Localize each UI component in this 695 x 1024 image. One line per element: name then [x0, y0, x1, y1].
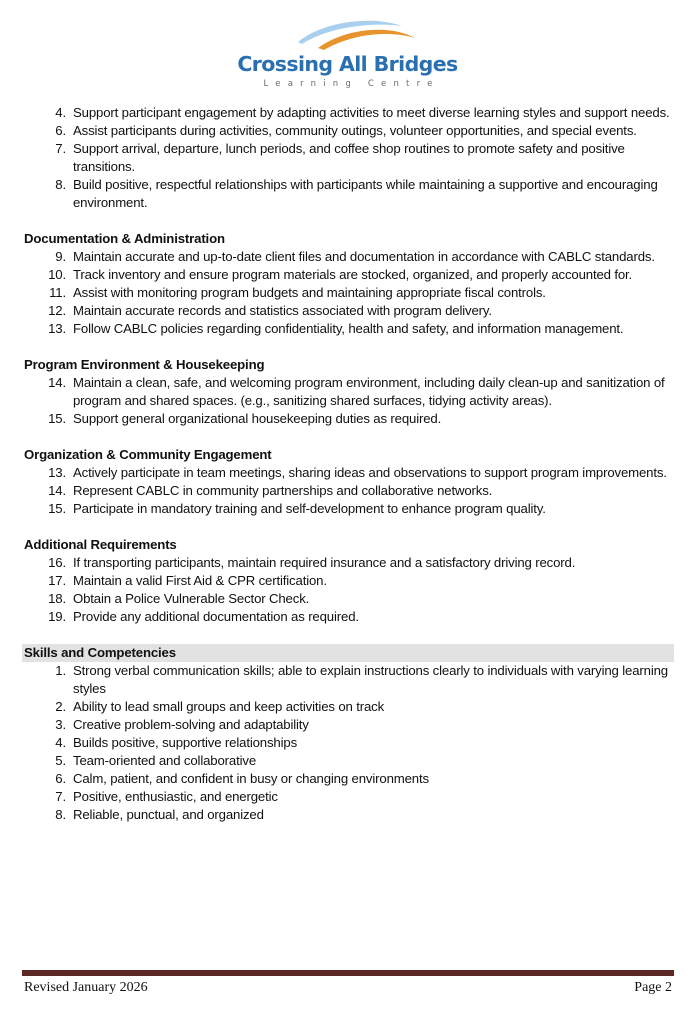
list-item [24, 716, 674, 734]
item-number: 13. [48, 321, 66, 336]
section-list [24, 374, 674, 428]
item-number: 9. [55, 249, 66, 264]
list-item [24, 500, 674, 518]
item-text: Maintain a valid First Aid & CPR certification. [73, 573, 327, 588]
item-number: 16. [48, 555, 66, 570]
section-organization-community-engagement [24, 446, 674, 518]
list-item [24, 590, 674, 608]
list-item [24, 302, 674, 320]
item-text: Participate in mandatory training and self-development to enhance program quality. [73, 501, 546, 516]
footer-divider [22, 970, 674, 976]
item-text: Reliable, punctual, and organized [73, 807, 264, 822]
section-heading: Documentation & Administration [24, 231, 225, 246]
intro-list [24, 104, 674, 212]
item-number: 1. [55, 663, 66, 678]
item-number: 6. [55, 771, 66, 786]
item-number: 7. [55, 789, 66, 804]
item-text: Follow CABLC policies regarding confidentiality, health and safety, and information management. [73, 321, 624, 336]
item-number: 3. [55, 717, 66, 732]
list-item [24, 698, 674, 716]
item-number: 17. [48, 573, 66, 588]
item-number: 13. [48, 465, 66, 480]
item-number: 12. [48, 303, 66, 318]
item-number: 19. [48, 609, 66, 624]
item-text: Maintain accurate records and statistics associated with program delivery. [73, 303, 492, 318]
page-number: Page 2 [634, 980, 672, 995]
item-text: Build positive, respectful relationships with participants while maintaining a supportive and encouraging environment. [73, 177, 658, 210]
item-number: 10. [48, 267, 66, 282]
item-number: 11. [49, 285, 66, 300]
item-number: 8. [55, 807, 66, 822]
list-item [24, 788, 674, 806]
list-item [24, 320, 674, 338]
item-number: 14. [48, 375, 66, 390]
item-number: 14. [48, 483, 66, 498]
list-item [24, 176, 674, 212]
item-text: Provide any additional documentation as required. [73, 609, 359, 624]
item-number: 5. [55, 753, 66, 768]
section-heading: Organization & Community Engagement [24, 447, 272, 462]
list-item [24, 266, 674, 284]
section-documentation-administration [24, 230, 674, 338]
item-text: Support arrival, departure, lunch periods, and coffee shop routines to promote safety and positive transitions. [73, 141, 625, 174]
section-list [24, 248, 674, 338]
section-heading: Additional Requirements [24, 537, 177, 552]
item-text: Support participant engagement by adapting activities to meet diverse learning styles and support needs. [73, 105, 670, 120]
list-item [24, 374, 674, 410]
list-item [24, 734, 674, 752]
logo-title: Crossing All Bridges [237, 52, 458, 76]
section-heading: Program Environment & Housekeeping [24, 357, 265, 372]
item-text: Positive, enthusiastic, and energetic [73, 789, 278, 804]
list-item [24, 410, 674, 428]
organization-logo [0, 8, 695, 92]
logo-subtitle: Learning Centre [263, 79, 440, 89]
list-item [24, 572, 674, 590]
list-item [24, 284, 674, 302]
list-item [24, 554, 674, 572]
item-text: Maintain accurate and up-to-date client files and documentation in accordance with CABLC standards. [73, 249, 655, 264]
list-item [24, 806, 674, 824]
section-heading: Skills and Competencies [22, 644, 674, 662]
section-program-environment-housekeeping [24, 356, 674, 428]
list-item [24, 770, 674, 788]
item-number: 18. [48, 591, 66, 606]
item-number: 4. [55, 105, 66, 120]
item-text: Track inventory and ensure program materials are stocked, organized, and properly accounted for. [73, 267, 633, 282]
bridge-arcs-icon [280, 12, 420, 54]
list-item [24, 140, 674, 176]
revision-date: Revised January 2026 [24, 980, 148, 995]
list-item [24, 104, 674, 122]
item-text: Calm, patient, and confident in busy or changing environments [73, 771, 429, 786]
list-item [24, 662, 674, 698]
section-list [24, 464, 674, 518]
item-number: 15. [48, 411, 66, 426]
item-text: Team-oriented and collaborative [73, 753, 257, 768]
item-number: 6. [55, 123, 66, 138]
page-footer [24, 980, 672, 996]
list-item [24, 464, 674, 482]
item-number: 2. [55, 699, 66, 714]
list-item [24, 248, 674, 266]
item-text: Builds positive, supportive relationships [73, 735, 298, 750]
item-text: Ability to lead small groups and keep activities on track [73, 699, 385, 714]
section-list [24, 554, 674, 626]
item-text: Maintain a clean, safe, and welcoming program environment, including daily clean-up and sanitization of program and shared spaces. (e.g., sanitizing shared surfaces, tidying activity areas). [73, 375, 665, 408]
item-text: Represent CABLC in community partnerships and collaborative networks. [73, 483, 493, 498]
item-text: If transporting participants, maintain required insurance and a satisfactory driving record. [73, 555, 576, 570]
list-item [24, 752, 674, 770]
document-body [24, 104, 674, 824]
item-text: Support general organizational housekeeping duties as required. [73, 411, 442, 426]
item-number: 15. [48, 501, 66, 516]
section-list [24, 662, 674, 824]
section-additional-requirements [24, 536, 674, 626]
item-text: Creative problem-solving and adaptability [73, 717, 309, 732]
item-number: 8. [55, 177, 66, 192]
item-number: 7. [55, 141, 66, 156]
item-text: Assist participants during activities, community outings, volunteer opportunities, and special events. [73, 123, 637, 138]
list-item [24, 122, 674, 140]
item-text: Obtain a Police Vulnerable Sector Check. [73, 591, 310, 606]
item-text: Assist with monitoring program budgets and maintaining appropriate fiscal controls. [73, 285, 546, 300]
item-text: Strong verbal communication skills; able to explain instructions clearly to individuals with varying learning styles [73, 663, 668, 696]
section-skills-and-competencies [24, 644, 674, 824]
list-item [24, 482, 674, 500]
item-number: 4. [55, 735, 66, 750]
item-text: Actively participate in team meetings, sharing ideas and observations to support program improvements. [73, 465, 667, 480]
list-item [24, 608, 674, 626]
